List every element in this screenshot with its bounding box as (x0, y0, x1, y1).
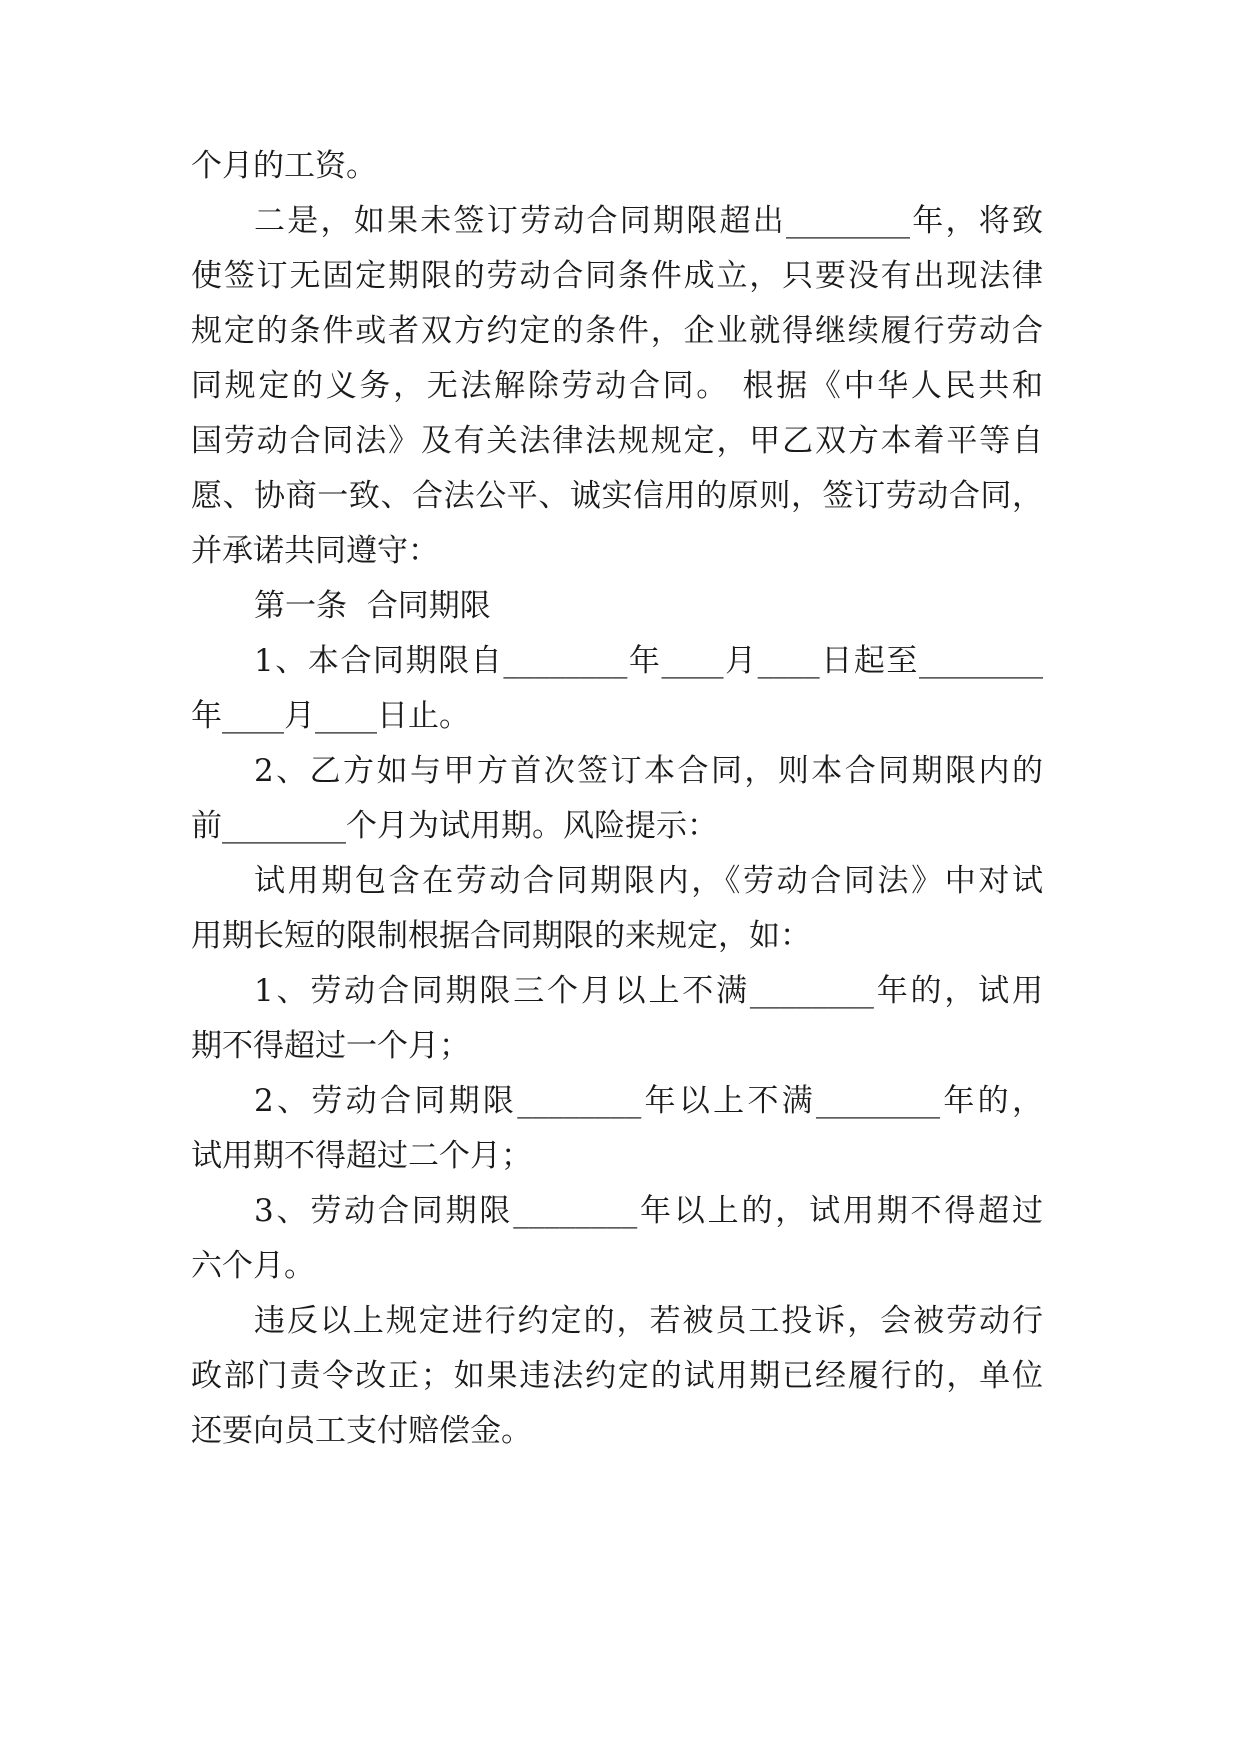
text-line: 试用期包含在劳动合同期限内，《劳动合同法》中对试 (254, 863, 1043, 899)
text-line: 试用期不得超过二个月； (191, 1138, 532, 1174)
text-line: 2、乙方如与甲方首次签订本合同，则本合同期限内的 (254, 753, 1043, 789)
text-line: 1、本合同期限自________年____月____日起至________ (254, 643, 1043, 679)
text-line: 愿、协商一致、合法公平、诚实信用的原则，签订劳动合同， (191, 478, 1043, 514)
text-line: 违反以上规定进行约定的，若被员工投诉，会被劳动行 (254, 1303, 1043, 1339)
text-line: 3、劳动合同期限________年以上的，试用期不得超过 (254, 1193, 1043, 1229)
section-heading: 第一条 合同期限 (254, 588, 491, 624)
text-line: 并承诺共同遵守： (191, 533, 439, 569)
text-line: 二是，如果未签订劳动合同期限超出________年，将致 (254, 203, 1043, 239)
text-line: 期不得超过一个月； (191, 1028, 470, 1064)
text-line: 年____月____日止。 (191, 698, 470, 734)
text-line: 规定的条件或者双方约定的条件，企业就得继续履行劳动合 (191, 313, 1043, 349)
text-line: 国劳动合同法》及有关法律法规规定，甲乙双方本着平等自 (191, 423, 1043, 459)
text-line: 个月的工资。 (191, 148, 377, 184)
text-line: 使签订无固定期限的劳动合同条件成立，只要没有出现法律 (191, 258, 1043, 294)
text-line: 同规定的义务，无法解除劳动合同。 根据《中华人民共和 (191, 368, 1043, 404)
text-line: 六个月。 (191, 1248, 315, 1284)
text-line: 2、劳动合同期限________年以上不满________年的， (254, 1083, 1043, 1119)
text-line: 前________个月为试用期。风险提示： (191, 808, 718, 844)
text-line: 用期长短的限制根据合同期限的来规定，如： (191, 918, 811, 954)
text-line: 政部门责令改正；如果违法约定的试用期已经履行的，单位 (191, 1358, 1043, 1394)
text-line: 1、劳动合同期限三个月以上不满________年的，试用 (254, 973, 1043, 1009)
text-line: 还要向员工支付赔偿金。 (191, 1413, 532, 1449)
